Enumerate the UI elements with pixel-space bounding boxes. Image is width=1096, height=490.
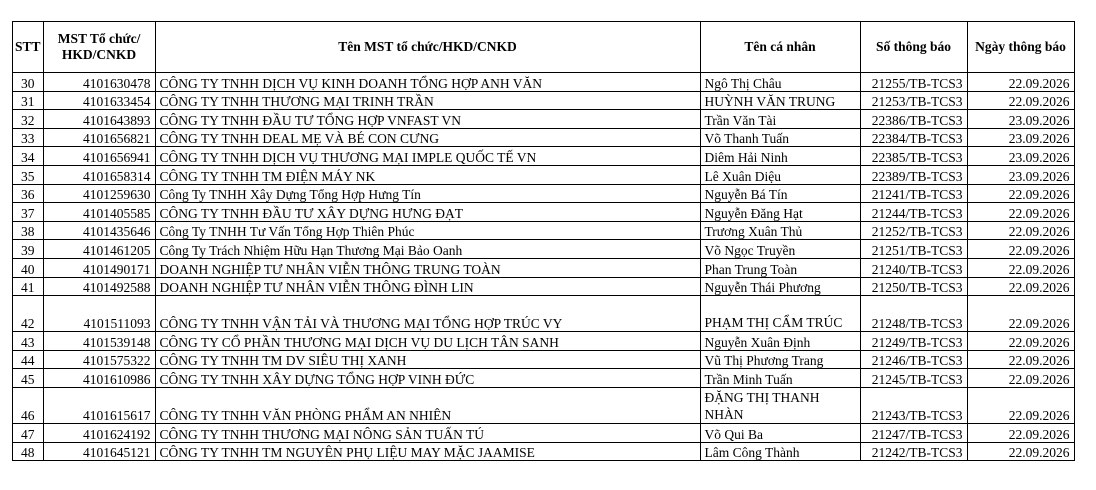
cell-mst: 4101615617 — [43, 387, 155, 423]
cell-notice-date: 22.09.2026 — [967, 258, 1074, 277]
cell-stt: 44 — [13, 350, 44, 369]
table-row — [13, 165, 1075, 184]
table-row — [13, 332, 1075, 351]
table-row — [13, 350, 1075, 369]
cell-person-name: Lê Xuân Diệu — [700, 165, 860, 184]
cell-notice-number: 21241/TB-TCS3 — [860, 184, 967, 203]
cell-notice-number: 21251/TB-TCS3 — [860, 240, 967, 259]
cell-company-name: CÔNG TY TNHH DEAL MẸ VÀ BÉ CON CƯNG — [155, 128, 700, 147]
cell-notice-date: 22.09.2026 — [967, 73, 1074, 92]
table-row — [13, 369, 1075, 388]
table-row — [13, 128, 1075, 147]
cell-mst: 4101643893 — [43, 110, 155, 129]
table-row — [13, 296, 1075, 332]
cell-company-name: CÔNG TY TNHH ĐẦU TƯ XÂY DỰNG HƯNG ĐẠT — [155, 203, 700, 222]
cell-person-name: Trần Minh Tuấn — [700, 369, 860, 388]
table-row — [13, 387, 1075, 423]
cell-stt: 30 — [13, 73, 44, 92]
cell-stt: 43 — [13, 332, 44, 351]
cell-mst: 4101435646 — [43, 221, 155, 240]
cell-company-name: CÔNG TY TNHH DỊCH VỤ THƯƠNG MẠI IMPLE QUỐC TẾ VN — [155, 147, 700, 166]
cell-company-name: DOANH NGHIỆP TƯ NHÂN VIỄN THÔNG ĐÌNH LIN — [155, 277, 700, 296]
cell-person-name: Lâm Công Thành — [700, 442, 860, 461]
cell-company-name: CÔNG TY TNHH TM DV SIÊU THỊ XANH — [155, 350, 700, 369]
cell-company-name: Công Ty Trách Nhiệm Hữu Hạn Thương Mại Bảo Oanh — [155, 240, 700, 259]
table-row — [13, 147, 1075, 166]
cell-stt: 39 — [13, 240, 44, 259]
cell-mst: 4101405585 — [43, 203, 155, 222]
cell-notice-date: 22.09.2026 — [967, 184, 1074, 203]
cell-notice-date: 22.09.2026 — [967, 369, 1074, 388]
cell-person-name: ĐẶNG THỊ THANH NHÀN — [700, 387, 860, 423]
cell-stt: 36 — [13, 184, 44, 203]
cell-stt: 42 — [13, 296, 44, 332]
cell-stt: 46 — [13, 387, 44, 423]
cell-notice-date: 22.09.2026 — [967, 203, 1074, 222]
header-notice: Số thông báo — [860, 22, 967, 73]
cell-company-name: CÔNG TY TNHH ĐẦU TƯ TỔNG HỢP VNFAST VN — [155, 110, 700, 129]
cell-notice-number: 21248/TB-TCS3 — [860, 296, 967, 332]
cell-person-name: Vũ Thị Phương Trang — [700, 350, 860, 369]
cell-stt: 38 — [13, 221, 44, 240]
table-row — [13, 203, 1075, 222]
cell-notice-date: 22.09.2026 — [967, 442, 1074, 461]
cell-notice-number: 21246/TB-TCS3 — [860, 350, 967, 369]
cell-stt: 32 — [13, 110, 44, 129]
cell-person-name: Nguyễn Xuân Định — [700, 332, 860, 351]
table-row — [13, 73, 1075, 92]
cell-person-name: Nguyễn Đăng Hạt — [700, 203, 860, 222]
cell-notice-date: 23.09.2026 — [967, 128, 1074, 147]
table-row — [13, 258, 1075, 277]
cell-mst: 4101461205 — [43, 240, 155, 259]
cell-notice-date: 22.09.2026 — [967, 240, 1074, 259]
cell-company-name: CÔNG TY TNHH THƯƠNG MẠI TRINH TRẦN — [155, 91, 700, 110]
cell-mst: 4101645121 — [43, 442, 155, 461]
cell-person-name: Nguyễn Bá Tín — [700, 184, 860, 203]
cell-notice-number: 21243/TB-TCS3 — [860, 387, 967, 423]
cell-notice-date: 22.09.2026 — [967, 296, 1074, 332]
cell-person-name: Võ Ngọc Truyền — [700, 240, 860, 259]
table-row — [13, 91, 1075, 110]
cell-mst: 4101575322 — [43, 350, 155, 369]
cell-mst: 4101492588 — [43, 277, 155, 296]
header-person: Tên cá nhân — [700, 22, 860, 73]
table-row — [13, 277, 1075, 296]
cell-notice-date: 22.09.2026 — [967, 423, 1074, 442]
cell-person-name: Võ Thanh Tuấn — [700, 128, 860, 147]
cell-person-name: Nguyễn Thái Phương — [700, 277, 860, 296]
cell-person-name: HUỲNH VĂN TRUNG — [700, 91, 860, 110]
cell-person-name: Phan Trung Toàn — [700, 258, 860, 277]
cell-stt: 37 — [13, 203, 44, 222]
cell-person-name: Võ Qui Ba — [700, 423, 860, 442]
cell-notice-number: 21255/TB-TCS3 — [860, 73, 967, 92]
cell-company-name: Công Ty TNHH Xây Dựng Tổng Hợp Hưng Tín — [155, 184, 700, 203]
cell-person-name: Trần Văn Tài — [700, 110, 860, 129]
cell-company-name: CÔNG TY CỔ PHẦN THƯƠNG MẠI DỊCH VỤ DU LỊCH TÂN SANH — [155, 332, 700, 351]
cell-notice-number: 21247/TB-TCS3 — [860, 423, 967, 442]
cell-stt: 31 — [13, 91, 44, 110]
cell-mst: 4101610986 — [43, 369, 155, 388]
cell-company-name: CÔNG TY TNHH XÂY DỰNG TỔNG HỢP VINH ĐỨC — [155, 369, 700, 388]
cell-notice-date: 22.09.2026 — [967, 350, 1074, 369]
cell-notice-date: 22.09.2026 — [967, 221, 1074, 240]
cell-person-name: Diêm Hải Ninh — [700, 147, 860, 166]
header-mst: MST Tổ chức/ HKD/CNKD — [43, 22, 155, 73]
cell-notice-number: 22384/TB-TCS3 — [860, 128, 967, 147]
header-row — [13, 22, 1075, 73]
table-row — [13, 442, 1075, 461]
cell-mst: 4101656821 — [43, 128, 155, 147]
cell-company-name: CÔNG TY TNHH TM NGUYÊN PHỤ LIỆU MAY MẶC JAAMISE — [155, 442, 700, 461]
cell-notice-number: 21244/TB-TCS3 — [860, 203, 967, 222]
cell-company-name: CÔNG TY TNHH VĂN PHÒNG PHẨM AN NHIÊN — [155, 387, 700, 423]
cell-company-name: DOANH NGHIỆP TƯ NHÂN VIỄN THÔNG TRUNG TOÀN — [155, 258, 700, 277]
cell-person-name: PHẠM THỊ CẨM TRÚC — [700, 296, 860, 332]
cell-notice-number: 21245/TB-TCS3 — [860, 369, 967, 388]
cell-stt: 34 — [13, 147, 44, 166]
cell-mst: 4101656941 — [43, 147, 155, 166]
cell-notice-number: 21242/TB-TCS3 — [860, 442, 967, 461]
cell-person-name: Trương Xuân Thủ — [700, 221, 860, 240]
cell-mst: 4101539148 — [43, 332, 155, 351]
cell-stt: 40 — [13, 258, 44, 277]
cell-company-name: CÔNG TY TNHH DỊCH VỤ KINH DOANH TỔNG HỢP ANH VĂN — [155, 73, 700, 92]
table-row — [13, 240, 1075, 259]
header-stt: STT — [13, 22, 44, 73]
cell-notice-date: 23.09.2026 — [967, 110, 1074, 129]
cell-person-name: Ngô Thị Châu — [700, 73, 860, 92]
cell-notice-date: 23.09.2026 — [967, 165, 1074, 184]
cell-stt: 33 — [13, 128, 44, 147]
cell-company-name: Công Ty TNHH Tư Vấn Tổng Hợp Thiên Phúc — [155, 221, 700, 240]
cell-mst: 4101624192 — [43, 423, 155, 442]
cell-mst: 4101658314 — [43, 165, 155, 184]
cell-notice-number: 21240/TB-TCS3 — [860, 258, 967, 277]
cell-notice-date: 22.09.2026 — [967, 277, 1074, 296]
cell-notice-date: 22.09.2026 — [967, 387, 1074, 423]
cell-notice-number: 22385/TB-TCS3 — [860, 147, 967, 166]
cell-notice-number: 22386/TB-TCS3 — [860, 110, 967, 129]
cell-notice-date: 23.09.2026 — [967, 147, 1074, 166]
cell-stt: 35 — [13, 165, 44, 184]
cell-notice-date: 22.09.2026 — [967, 332, 1074, 351]
cell-mst: 4101630478 — [43, 73, 155, 92]
table-row — [13, 110, 1075, 129]
cell-company-name: CÔNG TY TNHH VẬN TẢI VÀ THƯƠNG MẠI TỔNG HỢP TRÚC VY — [155, 296, 700, 332]
cell-notice-number: 21252/TB-TCS3 — [860, 221, 967, 240]
header-name: Tên MST tổ chức/HKD/CNKD — [155, 22, 700, 73]
table-row — [13, 221, 1075, 240]
cell-mst: 4101511093 — [43, 296, 155, 332]
cell-company-name: CÔNG TY TNHH THƯƠNG MẠI NÔNG SẢN TUẤN TÚ — [155, 423, 700, 442]
notice-table — [12, 21, 1075, 461]
cell-stt: 45 — [13, 369, 44, 388]
table-row — [13, 184, 1075, 203]
cell-notice-number: 22389/TB-TCS3 — [860, 165, 967, 184]
cell-stt: 41 — [13, 277, 44, 296]
cell-mst: 4101259630 — [43, 184, 155, 203]
cell-stt: 48 — [13, 442, 44, 461]
cell-notice-number: 21249/TB-TCS3 — [860, 332, 967, 351]
cell-mst: 4101633454 — [43, 91, 155, 110]
header-date: Ngày thông báo — [967, 22, 1074, 73]
cell-notice-date: 22.09.2026 — [967, 91, 1074, 110]
cell-notice-number: 21253/TB-TCS3 — [860, 91, 967, 110]
cell-notice-number: 21250/TB-TCS3 — [860, 277, 967, 296]
cell-mst: 4101490171 — [43, 258, 155, 277]
cell-stt: 47 — [13, 423, 44, 442]
table-row — [13, 423, 1075, 442]
cell-company-name: CÔNG TY TNHH TM ĐIỆN MÁY NK — [155, 165, 700, 184]
